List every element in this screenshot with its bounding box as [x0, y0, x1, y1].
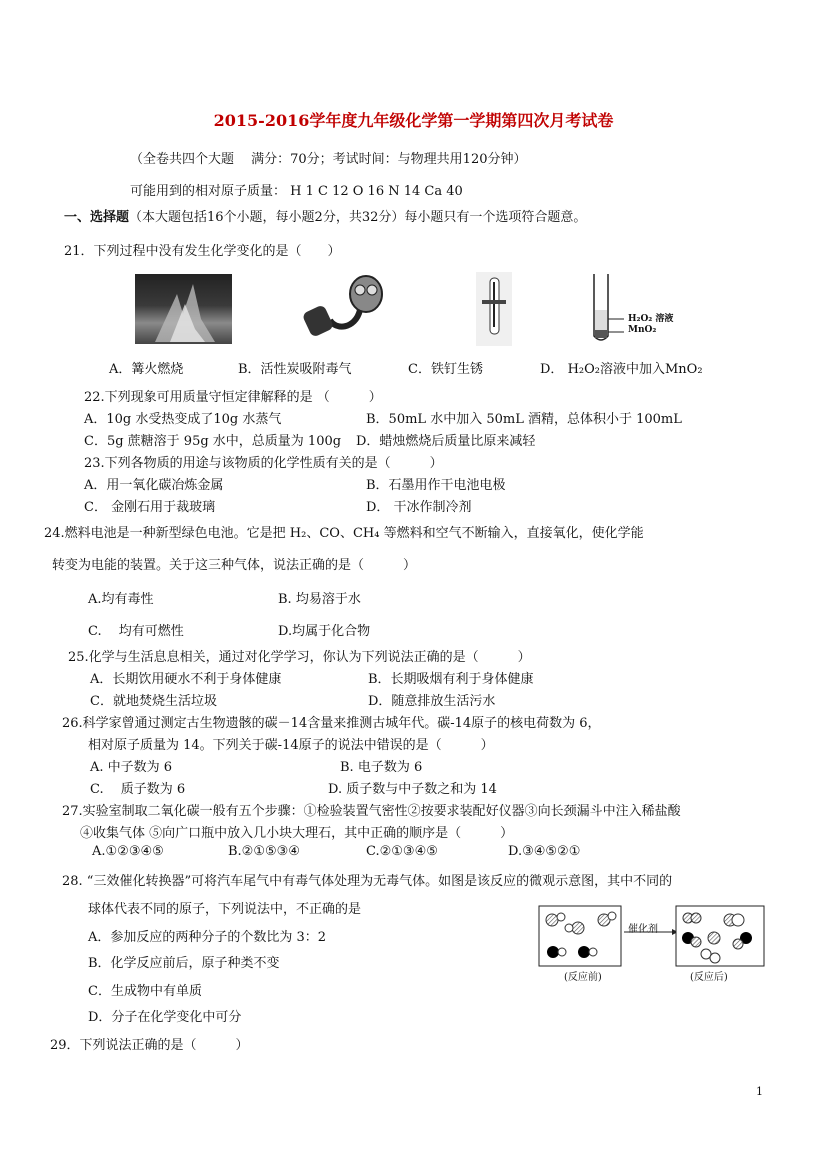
q21-option-d-h2o2: H₂O₂: [567, 362, 600, 377]
q21-option-d: [540, 358, 703, 377]
q24-option-a: A.均有毒性: [88, 592, 154, 607]
section-heading: [64, 206, 586, 225]
q21-option-a: A．篝火燃烧: [109, 362, 184, 377]
q26-stem-line1: 26.科学家曾通过测定古生物遗骸的碳－14含量来推测古城年代。碳-14原子的核电荷数为 6，: [62, 716, 601, 731]
gas-mask-image: [300, 270, 390, 340]
page-number: 1: [756, 1085, 763, 1098]
q28-option-c: C．生成物中有单质: [88, 984, 202, 999]
flame-icon: [135, 274, 232, 344]
q25-option-d: D．随意排放生活污水: [368, 694, 496, 709]
h2o2-tube-icon: [588, 272, 688, 348]
q22-stem: 22.下列现象可用质量守恒定律解释的是 （ ）: [84, 390, 382, 405]
q23-option-a: A．用一氧化碳冶炼金属: [84, 478, 224, 493]
q21-option-b: B．活性炭吸附毒气: [238, 362, 352, 377]
q28-stem-line2: 球体代表不同的原子，下列说法中，不正确的是: [88, 902, 362, 917]
q27-option-a: A.①②③④⑤: [92, 844, 164, 859]
q27-stem-line1: 27.实验室制取二氧化碳一般有五个步骤：①检验装置气密性②按要求装配好仪器③向长颈漏斗中注入稀盐酸: [62, 804, 681, 819]
q27-option-d: D.③④⑤②①: [508, 844, 581, 859]
q26-option-d: D. 质子数与中子数之和为 14: [328, 782, 497, 797]
catalyst-label: 催化剂: [628, 924, 658, 935]
q28-option-b: B．化学反应前后，原子种类不变: [88, 956, 280, 971]
q22-option-b: B．50mL 水中加入 50mL 酒精，总体积小于 100mL: [366, 412, 682, 427]
q23-option-c: C． 金刚石用于裁玻璃: [84, 500, 216, 515]
section-title: 一、选择题: [64, 210, 130, 225]
h2o2-tube-diagram: [588, 272, 688, 348]
q21-stem: 21．下列过程中没有发生化学变化的是（ ）: [64, 244, 341, 259]
q23-stem: 23.下列各物质的用途与该物质的化学性质有关的是（ ）: [84, 456, 443, 471]
q25-option-b: B．长期吸烟有利于身体健康: [368, 672, 534, 687]
after-reaction-label: (反应后): [690, 972, 728, 983]
q25-stem: 25.化学与生活息息相关，通过对化学学习，你认为下列说法正确的是（ ）: [68, 650, 531, 665]
q24-option-d: D.均属于化合物: [278, 624, 371, 639]
q22-option-c: C．5g 蔗糖溶于 95g 水中，总质量为 100g: [84, 434, 342, 449]
q25-option-a: A．长期饮用硬水不利于身体健康: [90, 672, 282, 687]
q27-stem-line2: ④收集气体 ⑤向广口瓶中放入几小块大理石，其中正确的顺序是（ ）: [80, 826, 514, 841]
q26-stem-line2: 相对原子质量为 14。下列关于碳-14原子的说法中错误的是（ ）: [88, 738, 494, 753]
q21-option-c: C．铁钉生锈: [408, 362, 483, 377]
before-reaction-label: (反应前): [564, 972, 602, 983]
q24-stem-line2: 转变为电能的装置。关于这三种气体，说法正确的是（ ）: [52, 558, 417, 573]
test-tube-icon: [476, 272, 512, 346]
mno2-label: MnO₂: [628, 325, 657, 335]
q24-option-c: C. 均有可燃性: [88, 624, 184, 639]
q25-option-c: C．就地焚烧生活垃圾: [90, 694, 217, 709]
nail-tube-image: [476, 272, 512, 346]
q22-option-a: A．10g 水受热变成了10g 水蒸气: [84, 412, 282, 427]
h2o2-solution-label: H₂O₂ 溶液: [628, 314, 674, 324]
gas-mask-icon: [300, 270, 390, 340]
q28-option-a: A．参加反应的两种分子的个数比为 3：2: [88, 930, 327, 945]
q21-option-d-label: D．: [540, 362, 564, 377]
q21-option-d-text: 溶液中加入MnO₂: [600, 362, 703, 377]
exam-title: 2015-2016学年度九年级化学第一学期第四次月考试卷: [213, 111, 614, 130]
q27-option-c: C.②①③④⑤: [366, 844, 438, 859]
atomic-mass-line: 可能用到的相对原子质量： H 1 C 12 O 16 N 14 Ca 40: [130, 184, 463, 199]
q28-option-d: D．分子在化学变化中可分: [88, 1010, 242, 1025]
exam-info: （全卷共四个大题 满分：70分；考试时间：与物理共用120分钟）: [130, 152, 527, 167]
bonfire-image: [135, 274, 232, 344]
q26-option-a: A. 中子数为 6: [90, 760, 173, 775]
q24-option-b: B. 均易溶于水: [278, 592, 361, 607]
q23-option-b: B．石墨用作干电池电极: [366, 478, 506, 493]
q26-option-c: C. 质子数为 6: [90, 782, 186, 797]
q22-option-d: D．蜡烛燃烧后质量比原来减轻: [356, 434, 536, 449]
q29-stem: 29．下列说法正确的是（ ）: [50, 1038, 249, 1053]
q26-option-b: B. 电子数为 6: [340, 760, 423, 775]
q24-stem-line1: 24.燃料电池是一种新型绿色电池。它是把 H₂、CO、CH₄ 等燃料和空气不断输入，直接氧化，使化学能: [44, 526, 644, 541]
q28-stem-line1: 28. “三效催化转换器”可将汽车尾气中有毒气体处理为无毒气体。如图是该反应的微观示意图，其中不同的: [62, 874, 673, 889]
section-desc: （本大题包括16个小题，每小题2分，共32分）每小题只有一个选项符合题意。: [129, 210, 587, 225]
q23-option-d: D． 干冰作制冷剂: [366, 500, 472, 515]
q27-option-b: B.②①⑤③④: [228, 844, 300, 859]
